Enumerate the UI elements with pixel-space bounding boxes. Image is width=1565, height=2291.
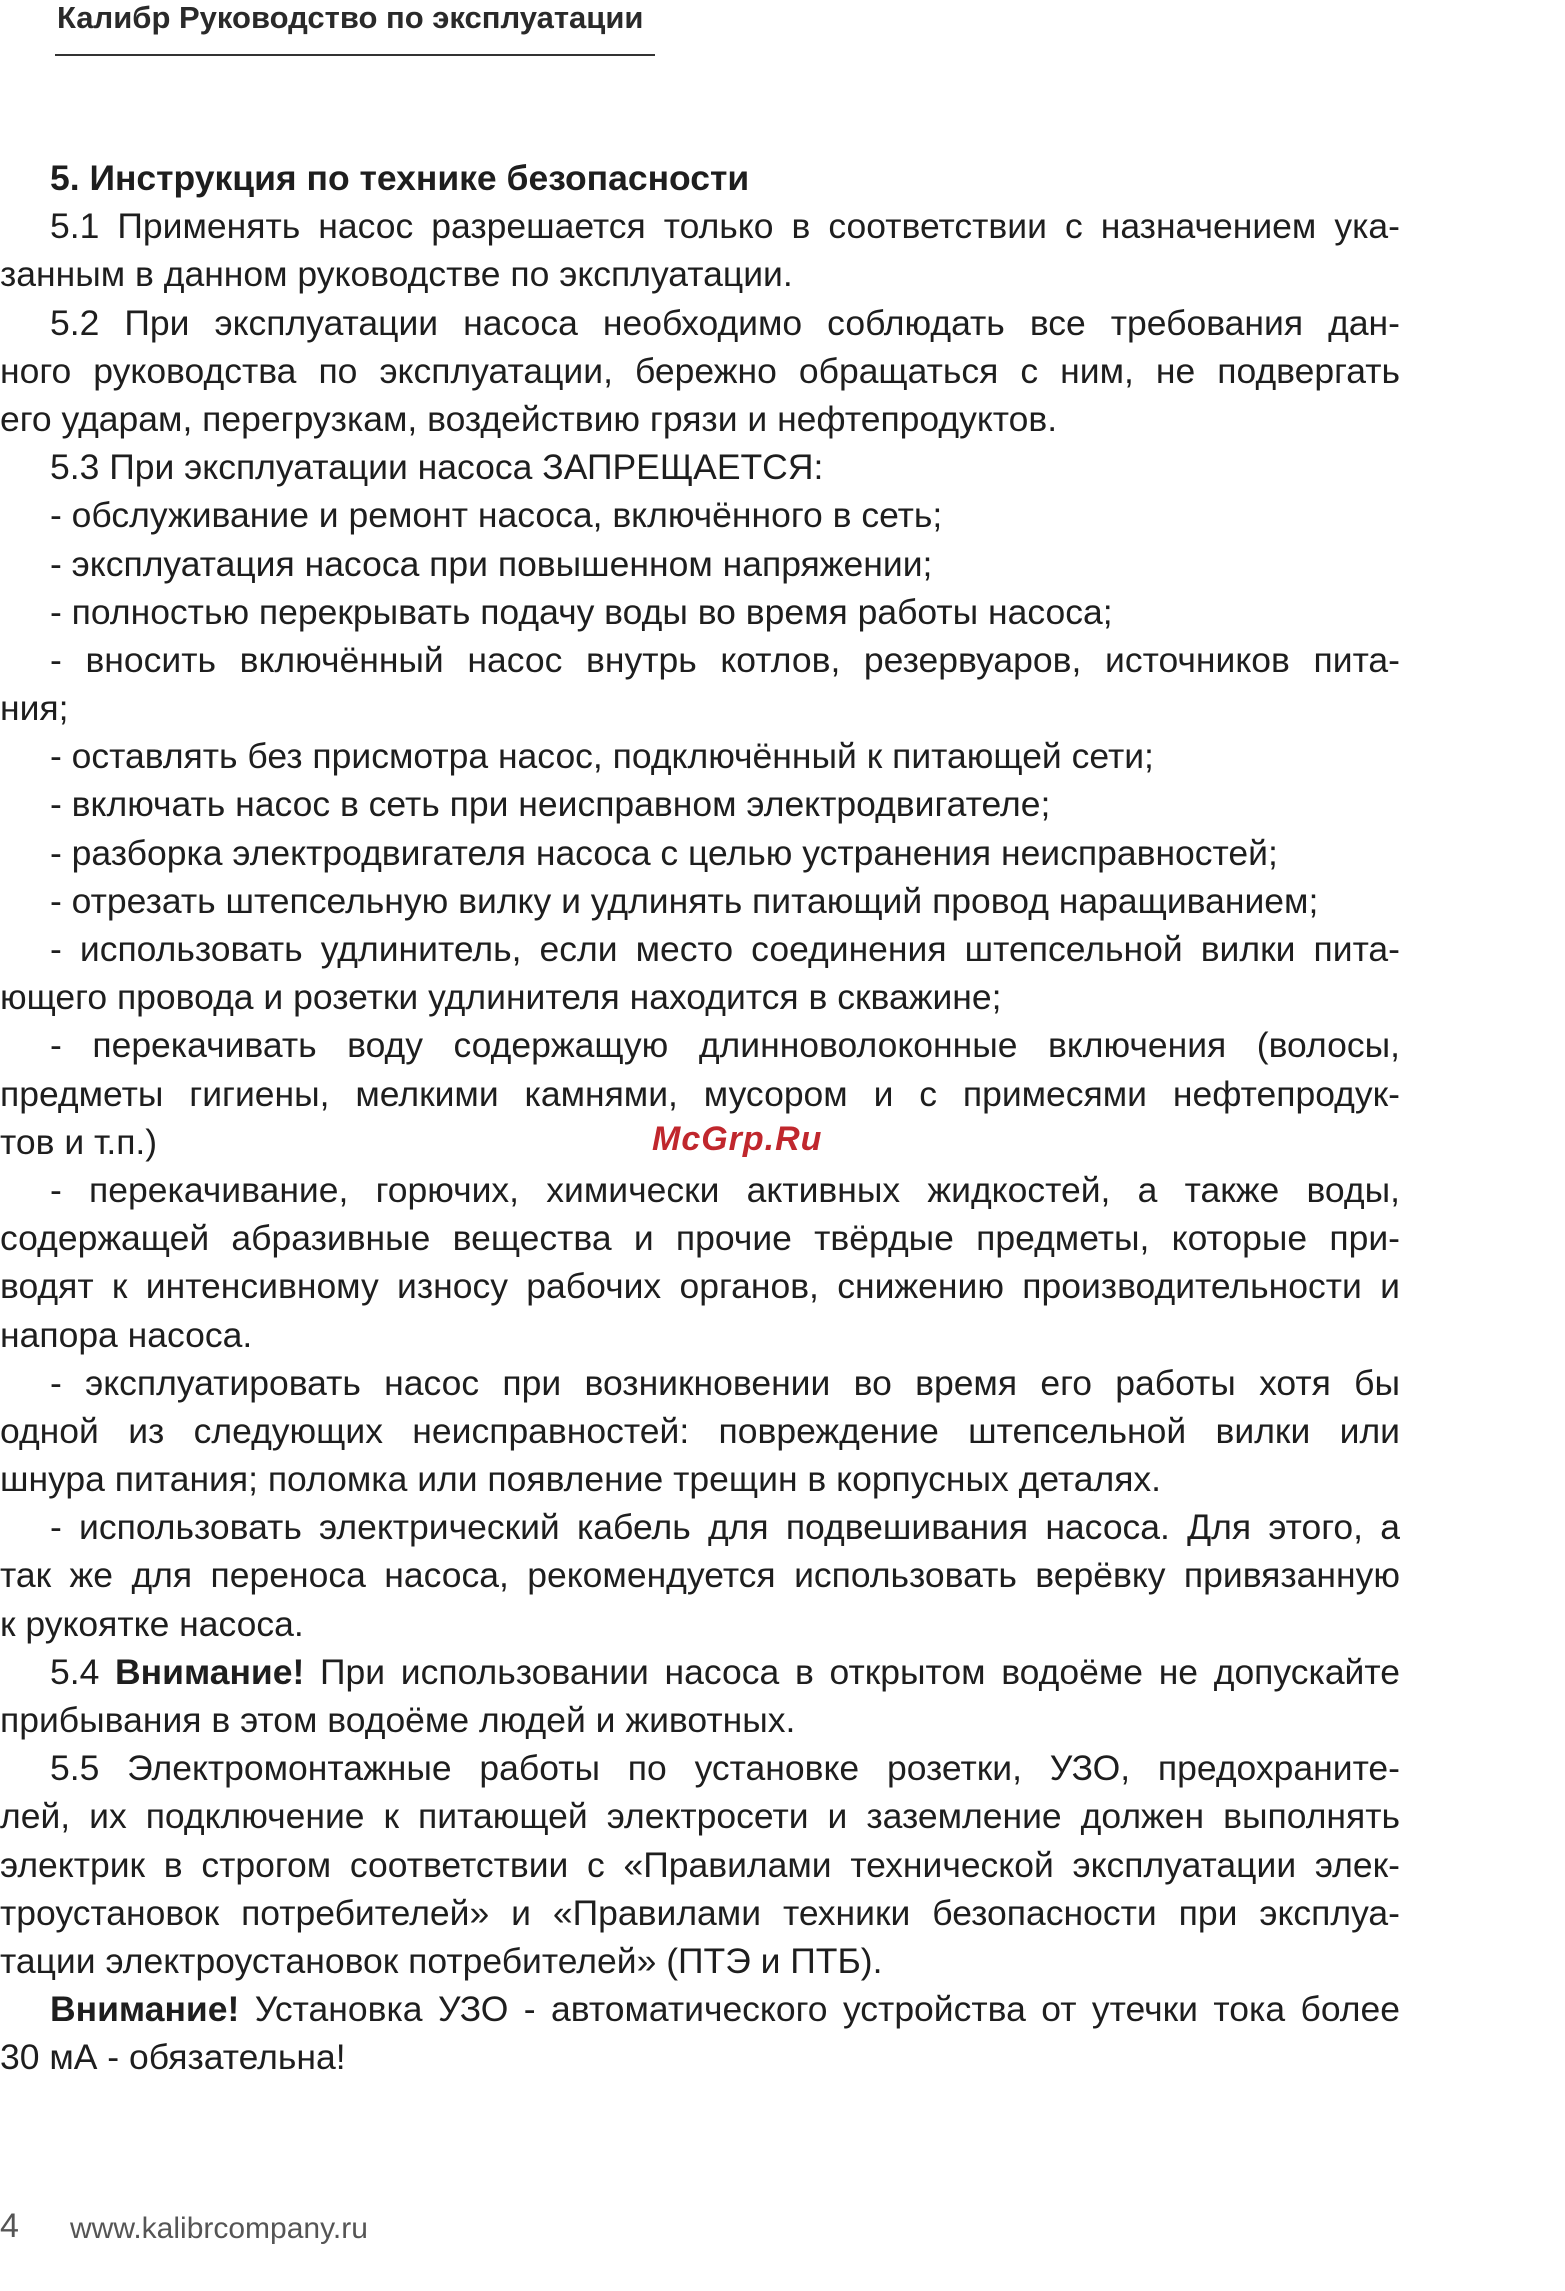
- text-line: прибывания в этом водоёме людей и животных.: [0, 1700, 796, 1740]
- text-line: электрик в строгом соответствии с «Правилами технической эксплуатации элек-: [0, 1844, 1400, 1885]
- page-header: [55, 0, 655, 56]
- text-line: троустановок потребителей» и «Правилами техники безопасности при эксплуа-: [0, 1892, 1400, 1933]
- website-link[interactable]: www.kalibrcompany.ru: [70, 2212, 368, 2245]
- text-line: тации электроустановок потребителей» (ПТЭ и ПТБ).: [0, 1940, 883, 1981]
- paragraph-5-4-line: [0, 1648, 1400, 1696]
- list-item: - полностью перекрывать подачу воды во время работы насоса;: [50, 591, 1113, 632]
- text-line: содержащей абразивные вещества и прочие твёрдые предметы, которые при-: [0, 1218, 1400, 1259]
- list-item: - эксплуатация насоса при повышенном напряжении;: [50, 543, 933, 584]
- text-line: водят к интенсивному износу рабочих органов, снижению производительности и: [0, 1266, 1400, 1307]
- list-item: - использовать удлинитель, если место соединения штепсельной вилки пита-: [50, 929, 1400, 969]
- warning-line-2: 30 мА - обязательна!: [0, 2037, 346, 2078]
- list-item: - оставлять без присмотра насос, подключённый к питающей сети;: [50, 736, 1154, 777]
- text-line: занным в данном руководстве по эксплуатации.: [0, 254, 793, 295]
- text-line: предметы гигиены, мелкими камнями, мусором и с примесями нефтепродук-: [0, 1073, 1400, 1114]
- warning-text: Установка УЗО - автоматического устройства от утечки тока более: [239, 1989, 1400, 2030]
- text-line: лей, их подключение к питающей электросети и заземление должен выполнять: [0, 1796, 1400, 1837]
- header-title: Калибр Руководство по эксплуатации: [57, 0, 644, 35]
- text-line: 5.1 Применять насос разрешается только в соответствии с назначением ука-: [50, 206, 1400, 247]
- warning-label: Внимание!: [50, 1989, 240, 2030]
- text-line: одной из следующих неисправностей: повреждение штепсельной вилки или: [0, 1410, 1400, 1451]
- text-line: напора насоса.: [0, 1314, 253, 1355]
- text-line: ющего провода и розетки удлинителя находится в скважине;: [0, 977, 1002, 1018]
- list-item: - разборка электродвигателя насоса с целью устранения неисправностей;: [50, 832, 1278, 873]
- text-line: к рукоятке насоса.: [0, 1603, 304, 1644]
- text-line: 5.2 При эксплуатации насоса необходимо соблюдать все требования дан-: [50, 302, 1400, 343]
- list-item: - обслуживание и ремонт насоса, включённого в сеть;: [50, 495, 943, 536]
- list-item: - отрезать штепсельную вилку и удлинять питающий провод наращиванием;: [50, 880, 1319, 921]
- list-item: - эксплуатировать насос при возникновении во время его работы хотя бы: [50, 1362, 1400, 1403]
- list-item: - вносить включённый насос внутрь котлов, резервуаров, источников пита-: [50, 639, 1400, 680]
- attention-label: Внимание!: [115, 1651, 305, 1692]
- text-line: ного руководства по эксплуатации, бережно обращаться с ним, не подвергать: [0, 350, 1400, 391]
- page-number: 4: [0, 2207, 19, 2245]
- text-line: 5.3 При эксплуатации насоса ЗАПРЕЩАЕТСЯ:: [50, 447, 824, 488]
- text-line: так же для переноса насоса, рекомендуется использовать верёвку привязанную: [0, 1555, 1400, 1596]
- list-item: - перекачивание, горючих, химически активных жидкостей, а также воды,: [50, 1169, 1400, 1210]
- text-line: его ударам, перегрузкам, воздействию грязи и нефтепродуктов.: [0, 398, 1058, 439]
- text-line: тов и т.п.): [0, 1121, 158, 1162]
- warning-line: [0, 1985, 1400, 2033]
- list-item: - включать насос в сеть при неисправном электродвигателе;: [50, 784, 1051, 825]
- paragraph-text: При использовании насоса в открытом водоёме не допускайте: [304, 1651, 1400, 1692]
- text-line: 5.5 Электромонтажные работы по установке розетки, УЗО, предохраните-: [50, 1748, 1400, 1789]
- watermark: McGrp.Ru: [652, 1120, 823, 1158]
- list-item: - перекачивать воду содержащую длинноволоконные включения (волосы,: [50, 1025, 1400, 1066]
- text-line: шнура питания; поломка или появление трещин в корпусных деталях.: [0, 1459, 1162, 1500]
- document-body: [0, 154, 1400, 2082]
- text-line: ния;: [0, 688, 69, 729]
- list-item: - использовать электрический кабель для подвешивания насоса. Для этого, а: [50, 1507, 1400, 1548]
- section-heading: 5. Инструкция по технике безопасности: [50, 158, 750, 198]
- paragraph-number: 5.4: [50, 1651, 116, 1692]
